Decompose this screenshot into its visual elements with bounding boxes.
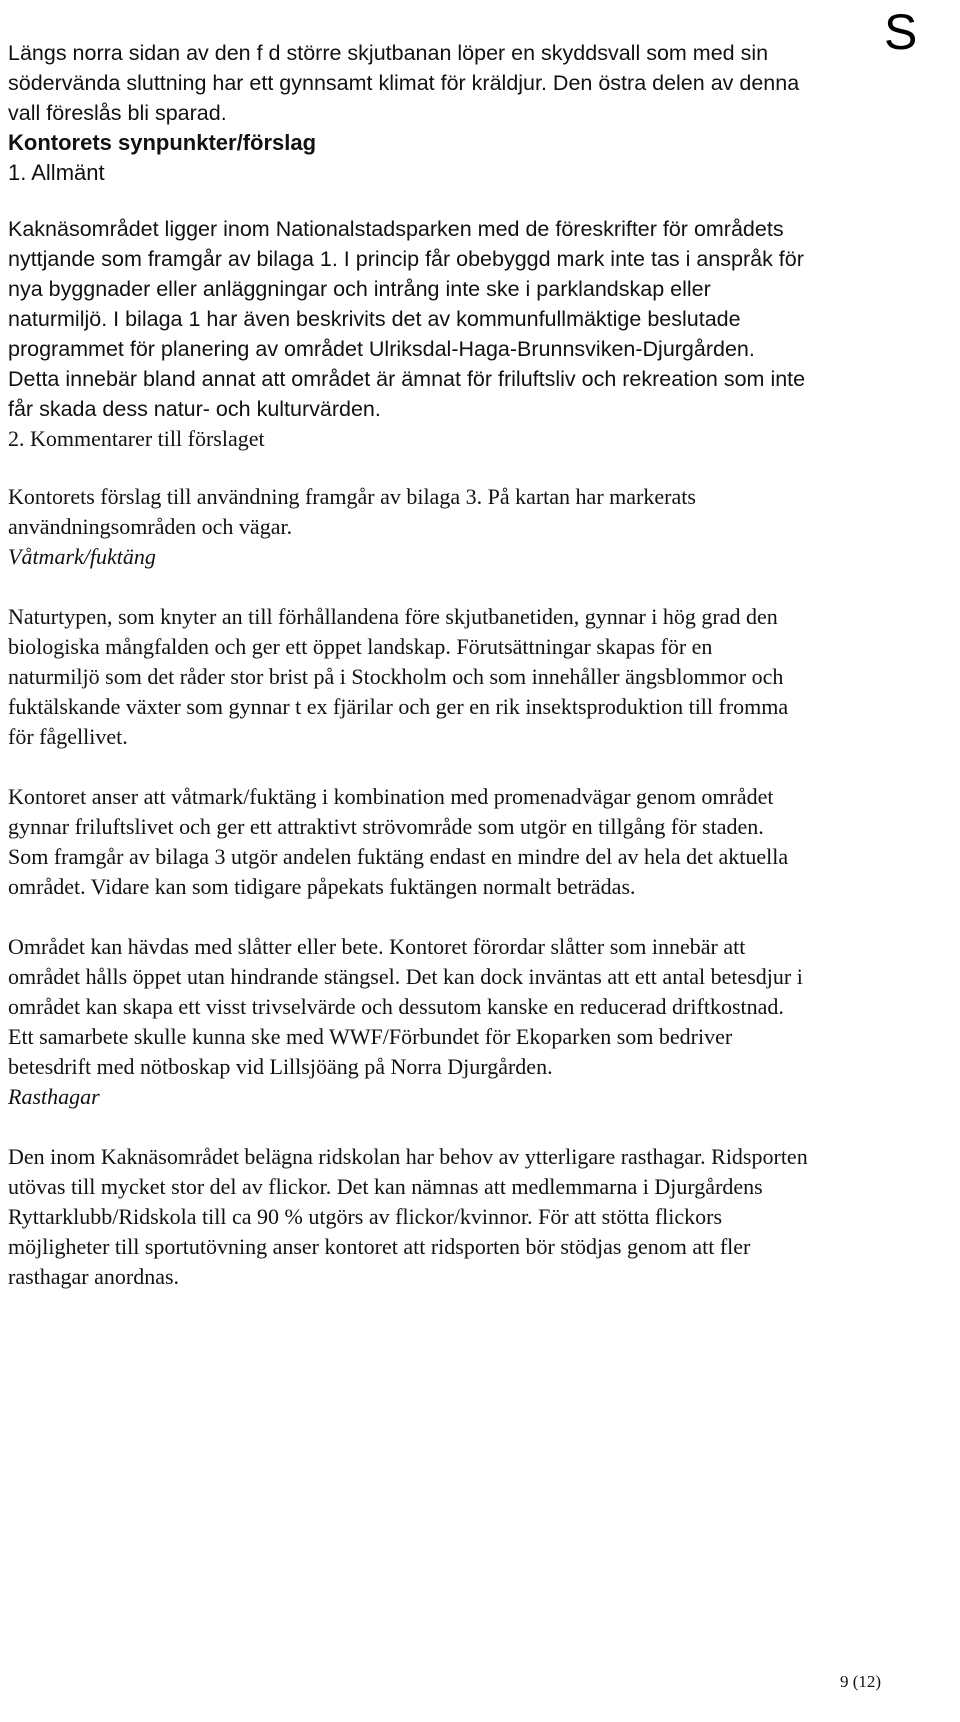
heading-kommentarer: 2. Kommentarer till förslaget [8,426,265,451]
heading-vatmark: Våtmark/fuktäng [8,544,156,569]
heading-allmant: 1. Allmänt [8,160,105,185]
paragraph-vatmark-2: Kontoret anser att våtmark/fuktäng i kombination med promenadvägar genom området gynnar friluftslivet och ger ett attraktivt strövområde som utgör en tillgång för staden. Som framgår av bilaga 3 utgör andelen fuktäng endast en mindre del av hela det aktuella området. Vidare kan som tidigare påpekats fuktängen normalt beträdas. [8,784,789,899]
paragraph-rasthagar: Den inom Kaknäsområdet belägna ridskolan har behov av ytterligare rasthagar. Ridsporten utövas till mycket stor del av flickor. Det kan nämnas att medlemmarna i Djurgårdens Ryttarklubb/Ridskola till ca 90 % utgörs av flickor/kvinnor. För att stötta flickors möjligheter till sportutövning anser kontoret att ridsporten bör stödjas genom att fler rasthagar anordnas. [8,1144,808,1289]
paragraph-vatmark-3: Området kan hävdas med slåtter eller bete. Kontoret förordar slåtter som innebär att området hålls öppet utan hindrande stängsel. Det kan dock inväntas att ett antal betesdjur i området kan skapa ett visst trivselvärde och dessutom kanske en reducerad driftkostnad. Ett samarbete skulle kunna ske med WWF/Förbundet för Ekoparken som bedriver betesdrift med nötboskap vid Lillsjöäng på Norra Djurgården. [8,934,803,1079]
heading-rasthagar: Rasthagar [8,1084,100,1109]
intro-paragraph: Längs norra sidan av den f d större skjutbanan löper en skyddsvall som med sin södervända sluttning har ett gynnsamt klimat för kräldjur. Den östra delen av denna vall föreslås bli sparad. [8,41,800,125]
page-number: 9 (12) [840,1672,882,1691]
section-heading: Kontorets synpunkter/förslag [8,130,317,155]
paragraph-kommentarer: Kontorets förslag till användning framgår av bilaga 3. På kartan har markerats användningsområden och vägar. [8,484,696,539]
paragraph-vatmark-1: Naturtypen, som knyter an till förhållandena före skjutbanetiden, gynnar i hög grad den biologiska mångfalden och ger ett öppet landskap. Förutsättningar skapas för en naturmiljö som det råder stor brist på i Stockholm och som innehåller ängsblommor och fuktälskande växter som gynnar t ex fjärilar och ger en rik insektsproduktion till fromma för fågellivet. [8,604,789,749]
paragraph-allmant: Kaknäsområdet ligger inom Nationalstadsparken med de föreskrifter för områdets nyttjande som framgår av bilaga 1. I princip får obebyggd mark inte tas i anspråk för nya byggnader eller anläggningar och intrång inte ske i parklandskap eller naturmiljö. I bilaga 1 har även beskrivits det av kommunfullmäktige beslutade programmet för planering av området Ulriksdal-Haga-Brunnsviken-Djurgården. Detta innebär bland annat att området är ämnat för friluftsliv och rekreation som inte får skada dess natur- och kulturvärden. [8,217,806,421]
corner-letter-mark: S [884,4,918,60]
document-body [8,38,808,1292]
